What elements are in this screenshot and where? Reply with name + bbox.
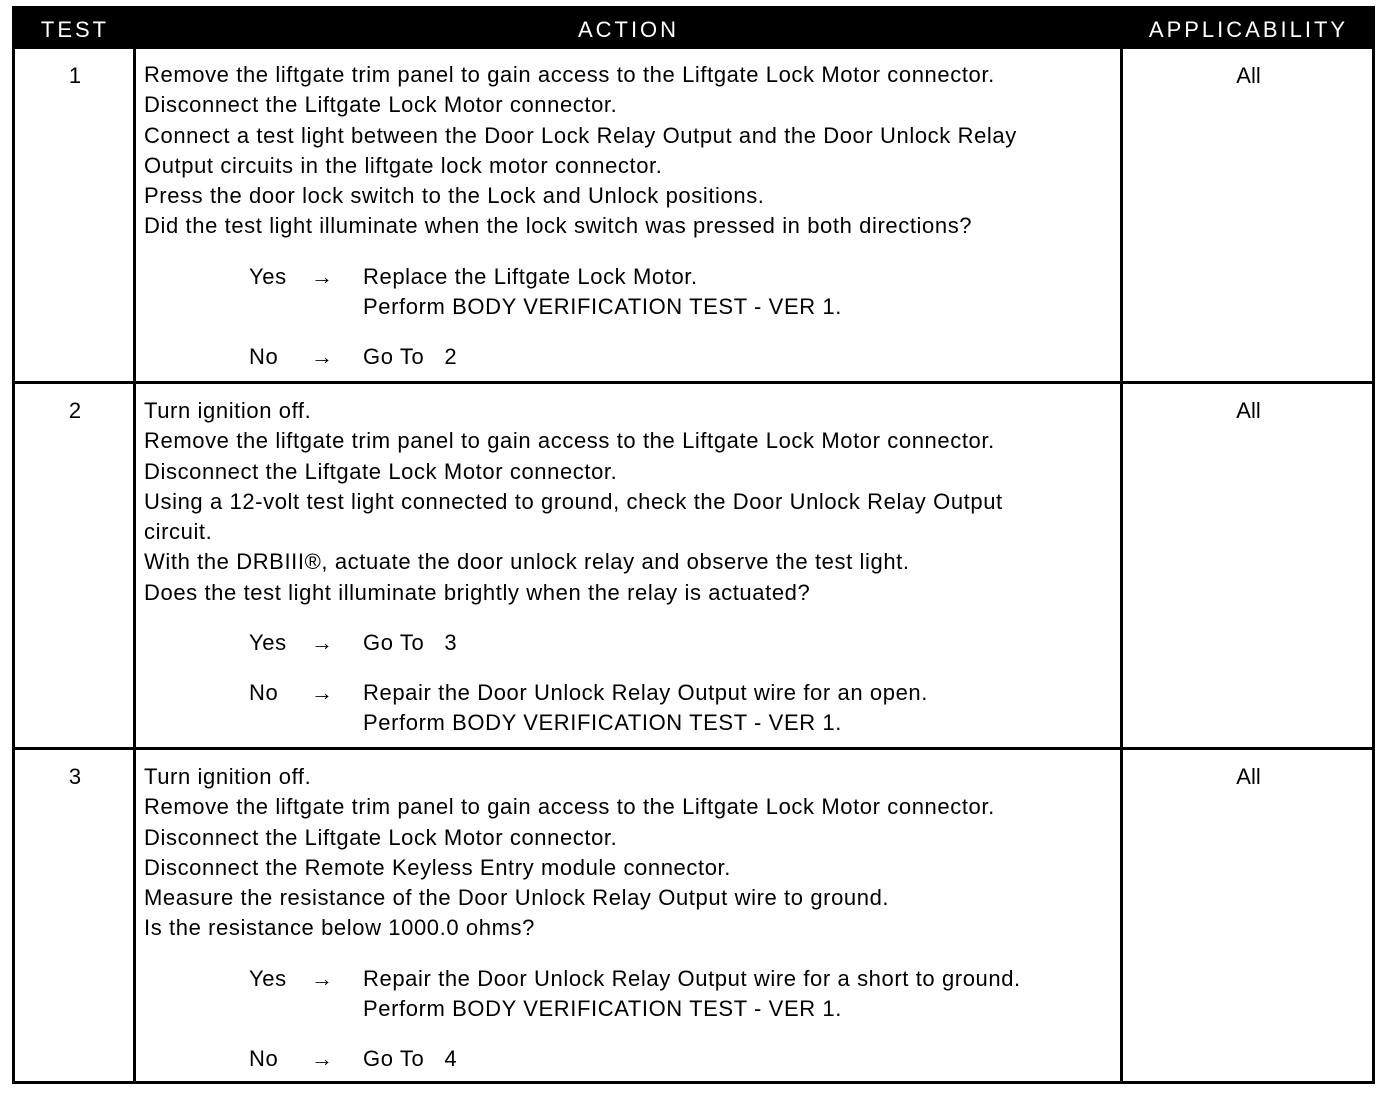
action-line: With the DRBIII®, actuate the door unlock relay and observe the test light. [144, 549, 910, 575]
response-line: Go To 3 [363, 630, 458, 655]
response-line: Perform BODY VERIFICATION TEST - VER 1. [363, 294, 842, 320]
action-line: circuit. [144, 519, 213, 545]
test-action-1 [144, 60, 1124, 242]
test-action-3 [144, 762, 1124, 944]
table-header [15, 9, 1372, 49]
action-line: Remove the liftgate trim panel to gain access to the Liftgate Lock Motor connector. [144, 794, 995, 820]
header-test: TEST [40, 17, 110, 42]
column-divider-test [133, 49, 136, 1081]
action-line: Remove the liftgate trim panel to gain access to the Liftgate Lock Motor connector. [144, 62, 995, 87]
response-line: Repair the Door Unlock Relay Output wire for an open. [363, 680, 928, 705]
arrow-icon: → [311, 264, 334, 289]
header-applicability: APPLICABILITY [1148, 17, 1349, 42]
test-applicability-2: All [1236, 398, 1261, 423]
test-applicability-1: All [1236, 63, 1261, 88]
arrow-icon: → [311, 680, 334, 705]
action-line: Disconnect the Remote Keyless Entry module connector. [144, 854, 731, 880]
response-line: Go To 2 [363, 344, 458, 369]
action-line: Disconnect the Liftgate Lock Motor connector. [144, 92, 618, 118]
action-line: Output circuits in the liftgate lock motor connector. [144, 152, 663, 178]
response-line: Go To 4 [363, 1046, 458, 1071]
arrow-icon: → [311, 1046, 334, 1071]
no-label: No [249, 1046, 279, 1071]
test-number-1: 1 [68, 63, 82, 88]
header-action: ACTION [577, 17, 680, 42]
test-number-3: 3 [68, 764, 82, 789]
test-number-2: 2 [68, 398, 82, 423]
action-line: Turn ignition off. [144, 398, 312, 423]
no-label: No [249, 344, 279, 369]
action-line: Connect a test light between the Door Lock Relay Output and the Door Unlock Relay [144, 122, 1017, 148]
test-applicability-3: All [1236, 764, 1261, 789]
action-line: Remove the liftgate trim panel to gain access to the Liftgate Lock Motor connector. [144, 428, 995, 454]
action-line: Did the test light illuminate when the lock switch was pressed in both directions? [144, 213, 973, 239]
test-table [12, 6, 1375, 1084]
response-line: Replace the Liftgate Lock Motor. [363, 264, 698, 289]
response-line: Perform BODY VERIFICATION TEST - VER 1. [363, 996, 842, 1022]
response-line: Repair the Door Unlock Relay Output wire for a short to ground. [363, 966, 1021, 991]
action-line: Press the door lock switch to the Lock and Unlock positions. [144, 183, 765, 209]
action-line: Measure the resistance of the Door Unlock Relay Output wire to ground. [144, 885, 890, 911]
row-divider-2 [15, 747, 1372, 750]
yes-label: Yes [249, 966, 287, 991]
row-divider-1 [15, 381, 1372, 384]
action-line: Disconnect the Liftgate Lock Motor connector. [144, 824, 618, 850]
no-label: No [249, 680, 279, 705]
action-line: Does the test light illuminate brightly when the relay is actuated? [144, 579, 811, 605]
yes-label: Yes [249, 264, 287, 289]
arrow-icon: → [311, 966, 334, 991]
test-action-2 [144, 396, 1124, 608]
yes-label: Yes [249, 630, 287, 655]
action-line: Turn ignition off. [144, 764, 312, 789]
action-line: Using a 12-volt test light connected to ground, check the Door Unlock Relay Output [144, 488, 1003, 514]
response-line: Perform BODY VERIFICATION TEST - VER 1. [363, 710, 842, 736]
arrow-icon: → [311, 344, 334, 369]
arrow-icon: → [311, 630, 334, 655]
action-line: Disconnect the Liftgate Lock Motor connector. [144, 458, 618, 484]
action-line: Is the resistance below 1000.0 ohms? [144, 915, 535, 941]
